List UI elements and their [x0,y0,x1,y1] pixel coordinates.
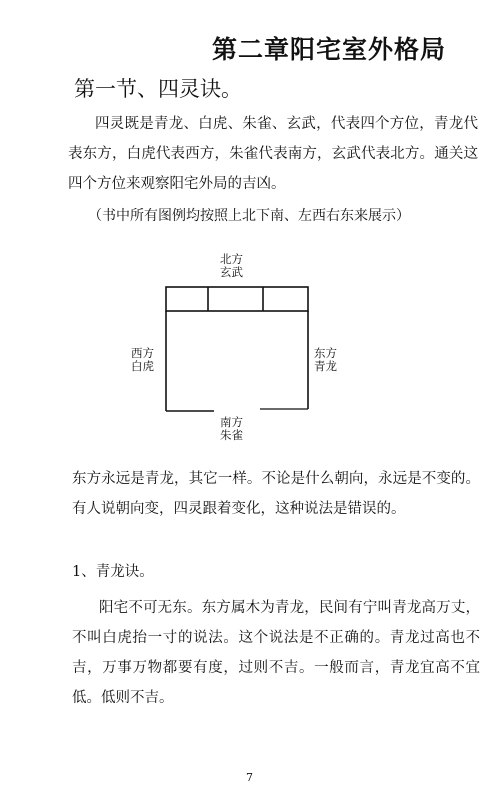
west-spirit: 白虎 [131,359,154,373]
subheading-qinglong: 1、青龙诀。 [72,564,154,580]
south-spirit: 朱雀 [220,428,243,442]
east-direction: 东方 [314,346,337,360]
east-label [314,347,337,373]
direction-paragraph: 东方永远是青龙，其它一样。不论是什么朝向，永远是不变的。有人说朝向变，四灵跟着变化，这种说法是错误的。 [72,471,480,517]
north-label [220,253,243,279]
section-title: 第一节、四灵诀。 [74,77,242,101]
intro-paragraph: 四灵既是青龙、白虎、朱雀、玄武，代表四个方位，青龙代表东方，白虎代表西方，朱雀代表南方，玄武代表北方。通关这四个方位来观察阳宅外局的吉凶。 [68,116,478,192]
diagram-note: （书中所有图例均按照上北下南、左西右东来展示） [88,208,410,224]
qinglong-paragraph: 阳宅不可无东。东方属木为青龙，民间有宁叫青龙高万丈，不叫白虎抬一寸的说法。这个说法是不正确的。青龙过高也不吉，万事万物都要有度，过则不吉。一般而言，青龙宜高不宜低。低则不吉。 [72,600,480,706]
north-spirit: 玄武 [220,265,243,279]
west-label [131,347,154,373]
east-spirit: 青龙 [314,359,337,373]
south-label [220,416,243,442]
page-number: 7 [246,771,253,784]
north-direction: 北方 [220,252,243,266]
chapter-title: 第二章阳宅室外格局 [212,35,447,64]
west-direction: 西方 [131,346,154,360]
north-rooms-outline [166,287,308,311]
south-direction: 南方 [220,415,243,429]
four-spirits-diagram [120,248,360,448]
